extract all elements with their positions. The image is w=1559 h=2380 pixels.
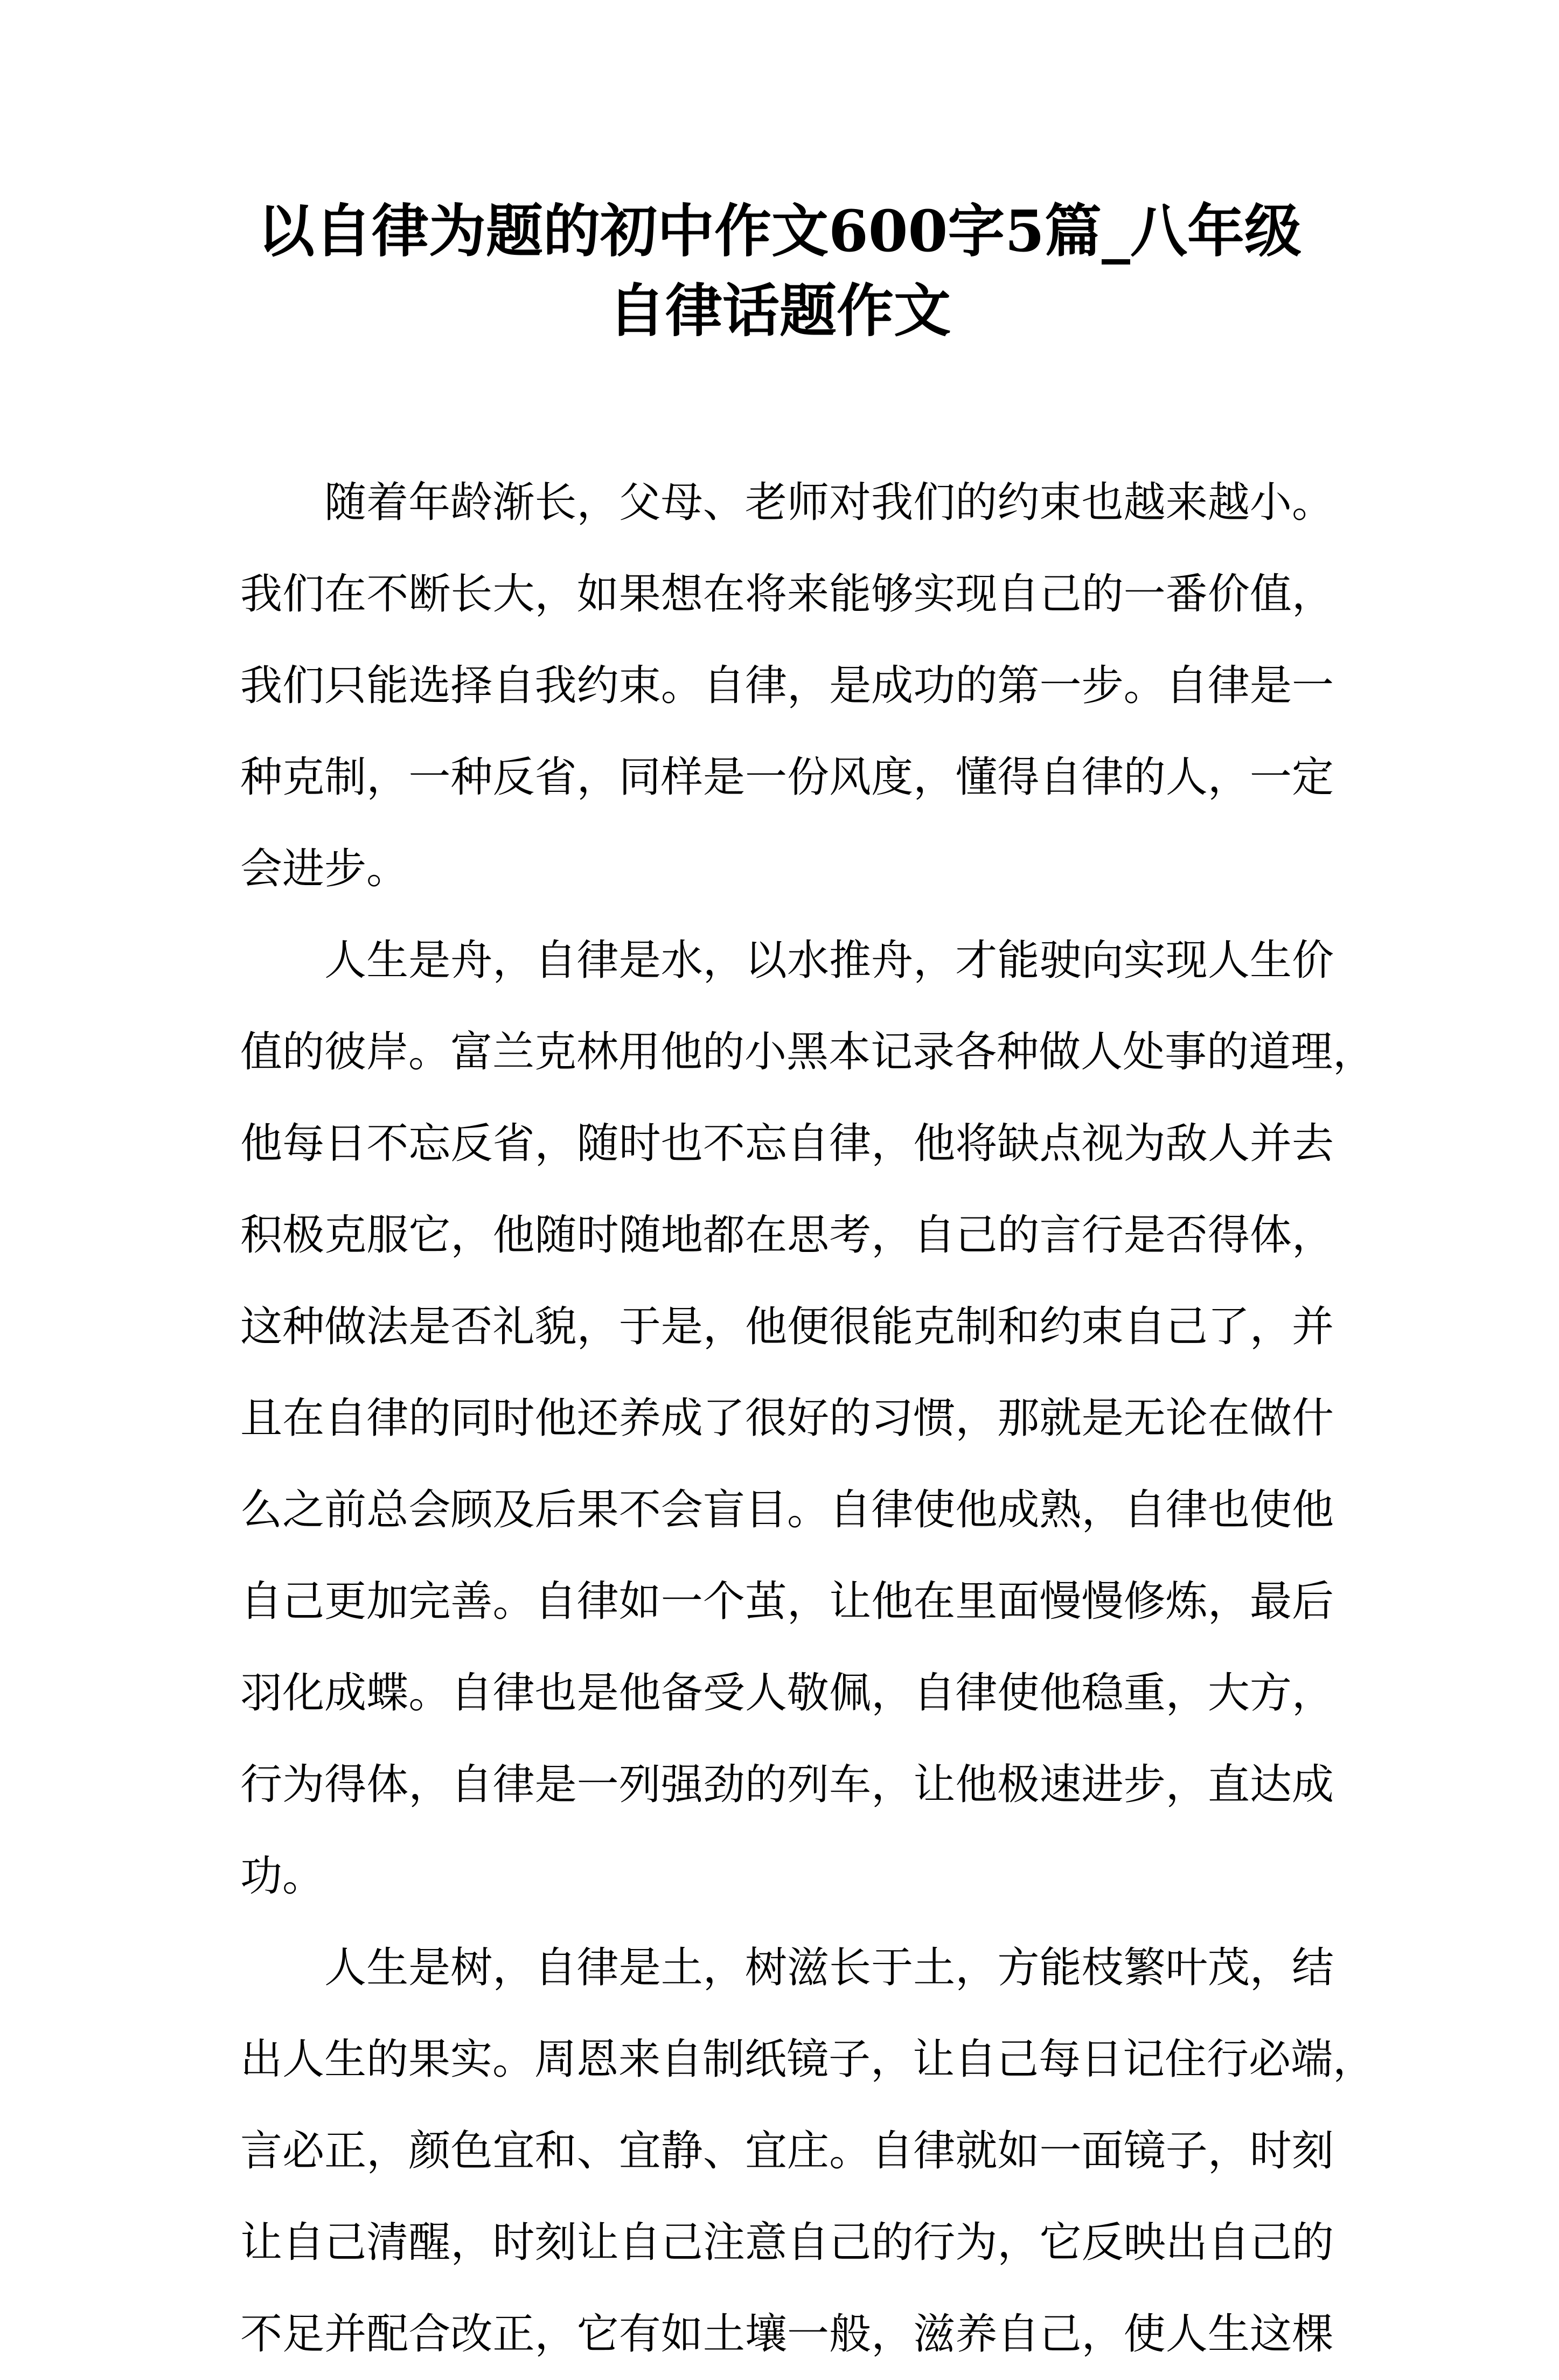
body-line: 人生是舟，自律是水，以水推舟，才能驶向实现人生价	[324, 936, 1334, 985]
body-line: 出人生的果实。周恩来自制纸镜子，让自己每日记住行必端，	[240, 2035, 1375, 2084]
body-line: 自己更加完善。自律如一个茧，让他在里面慢慢修炼，最后	[240, 1577, 1334, 1626]
body-line: 行为得体，自律是一列强劲的列车，让他极速进步，直达成	[240, 1760, 1334, 1809]
body-line: 值的彼岸。富兰克林用他的小黑本记录各种做人处事的道理，	[240, 1028, 1375, 1076]
body-line: 这种做法是否礼貌，于是，他便很能克制和约束自己了，并	[240, 1303, 1334, 1351]
body-line: 么之前总会顾及后果不会盲目。自律使他成熟，自律也使他	[240, 1486, 1334, 1534]
body-line: 我们在不断长大，如果想在将来能够实现自己的一番价值，	[240, 570, 1334, 618]
body-line: 积极克服它，他随时随地都在思考，自己的言行是否得体，	[240, 1211, 1334, 1259]
body-line: 让自己清醒，时刻让自己注意自己的行为，它反映出自己的	[240, 2218, 1334, 2267]
body-line: 不足并配合改正，它有如土壤一般，滋养自己，使人生这棵	[240, 2310, 1334, 2358]
body-line: 随着年龄渐长，父母、老师对我们的约束也越来越小。	[324, 478, 1334, 527]
body-line: 他每日不忘反省，随时也不忘自律，他将缺点视为敌人并去	[240, 1119, 1334, 1168]
body-line: 功。	[240, 1852, 325, 1901]
body-line: 会进步。	[240, 845, 409, 893]
body-line: 我们只能选择自我约束。自律，是成功的第一步。自律是一	[240, 662, 1334, 710]
body-line: 种克制，一种反省，同样是一份风度，懂得自律的人，一定	[240, 753, 1334, 802]
body-line: 羽化成蝶。自律也是他备受人敬佩，自律使他稳重，大方，	[240, 1669, 1334, 1717]
body-line: 人生是树，自律是土，树滋长于土，方能枝繁叶茂，结	[324, 1944, 1334, 1992]
document-body	[240, 457, 1375, 2380]
title-line-1: 以自律为题的初中作文600字5篇_八年级	[257, 197, 1302, 265]
body-line: 言必正，颜色宜和、宜静、宜庄。自律就如一面镜子，时刻	[240, 2127, 1334, 2175]
body-line: 且在自律的同时他还养成了很好的习惯，那就是无论在做什	[240, 1394, 1334, 1443]
document-title	[0, 191, 1559, 351]
title-line-2: 自律话题作文	[608, 277, 951, 344]
